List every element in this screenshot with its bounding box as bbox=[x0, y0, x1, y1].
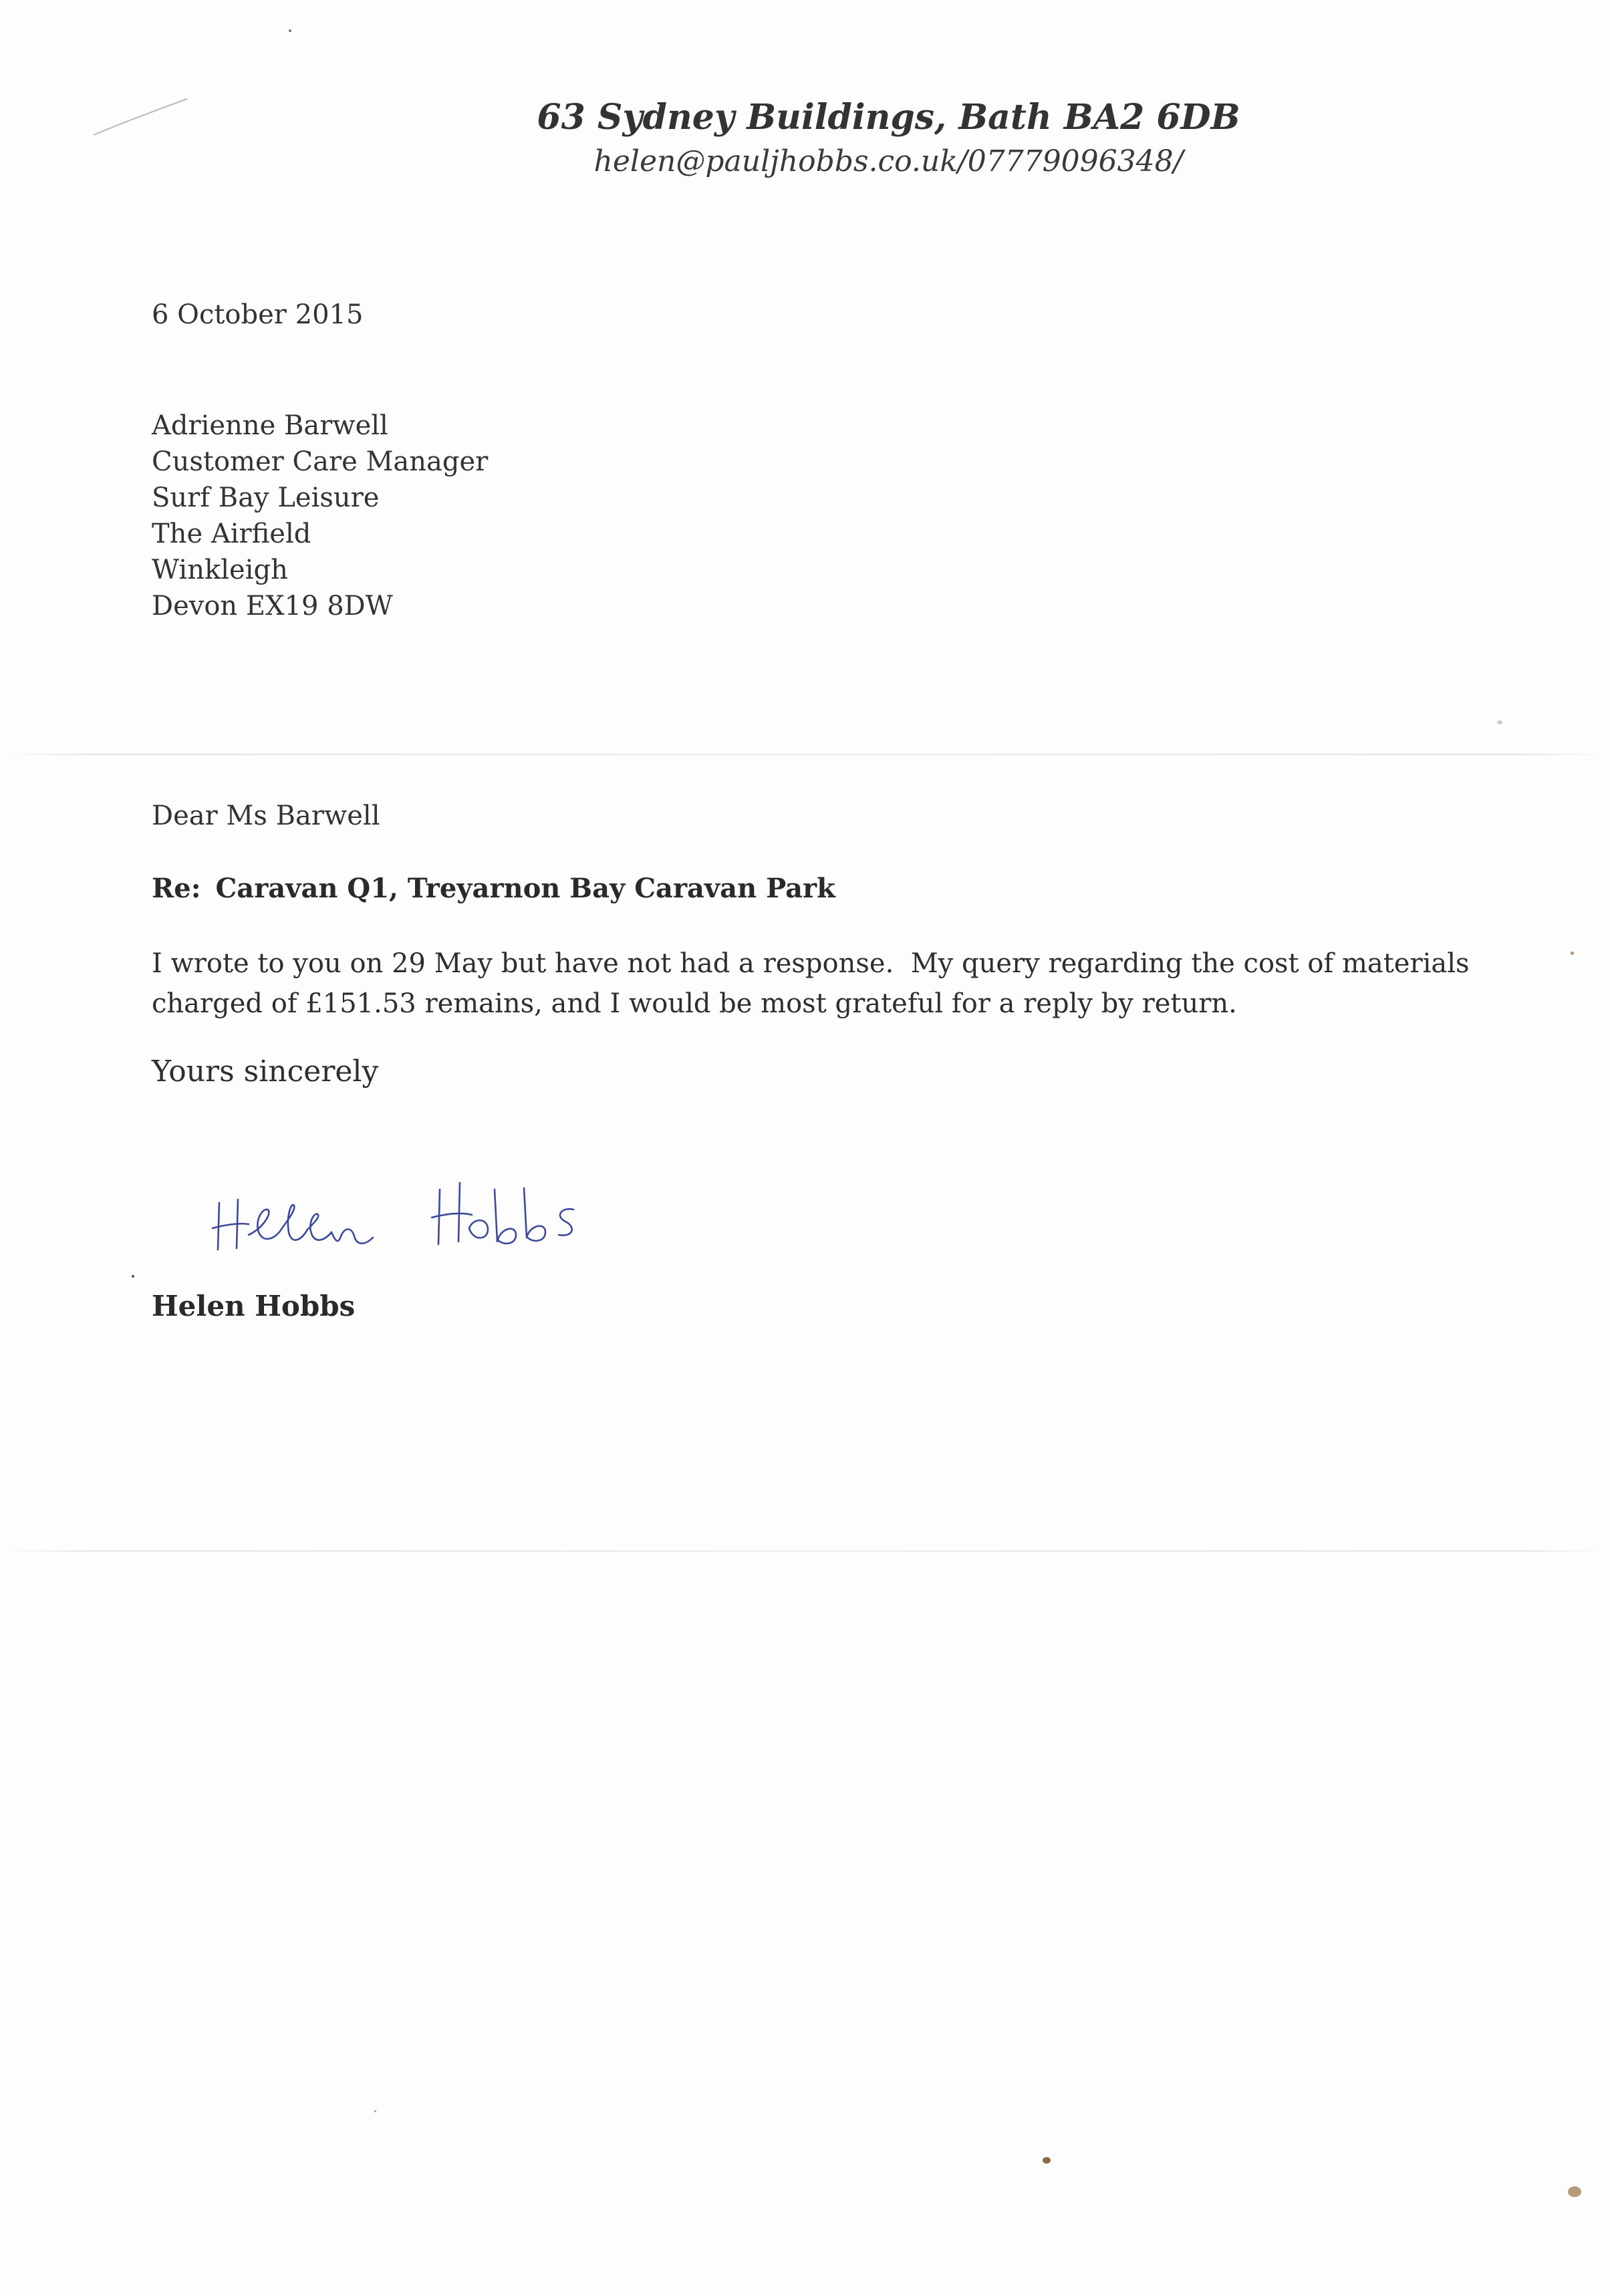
paper-speck bbox=[374, 2110, 376, 2112]
paper-speck bbox=[1043, 2157, 1051, 2164]
signature-drawing bbox=[207, 1163, 622, 1256]
sender-address: 63 Sydney Buildings, Bath BA2 6DB bbox=[537, 97, 1240, 138]
recipient-line: Customer Care Manager bbox=[152, 446, 489, 477]
letter-body bbox=[152, 944, 1488, 1024]
paper-fold-line-lower bbox=[0, 1550, 1610, 1552]
subject-prefix: Re: bbox=[152, 873, 201, 904]
paper-speck bbox=[1568, 2186, 1581, 2197]
recipient-line: Adrienne Barwell bbox=[152, 410, 388, 441]
subject-text: Caravan Q1, Treyarnon Bay Caravan Park bbox=[215, 873, 835, 904]
recipient-line: Winkleigh bbox=[152, 555, 288, 585]
paper-fold-line-upper bbox=[0, 754, 1610, 755]
letterhead bbox=[0, 94, 1610, 182]
body-line: I wrote to you on 29 May but have not had a response. My query regarding the cost of materials bbox=[152, 948, 1470, 979]
salutation: Dear Ms Barwell bbox=[152, 801, 380, 831]
recipient-line: Surf Bay Leisure bbox=[152, 482, 380, 513]
recipient-line: The Airfield bbox=[152, 519, 311, 549]
sender-contact: helen@pauljhobbs.co.uk/07779096348/ bbox=[593, 144, 1184, 178]
recipient-address-block bbox=[152, 408, 488, 624]
paper-speck bbox=[1497, 720, 1502, 724]
recipient-line: Devon EX19 8DW bbox=[152, 591, 393, 621]
letter-date: 6 October 2015 bbox=[152, 299, 364, 330]
handwritten-signature bbox=[207, 1163, 622, 1256]
paper-speck bbox=[289, 29, 291, 32]
paper-speck bbox=[132, 1275, 134, 1278]
signatory-name: Helen Hobbs bbox=[152, 1290, 356, 1322]
paper-speck bbox=[1571, 952, 1574, 955]
body-line: charged of £151.53 remains, and I would be most grateful for a reply by return. bbox=[152, 988, 1237, 1019]
closing: Yours sincerely bbox=[152, 1054, 379, 1089]
subject-line bbox=[152, 873, 835, 904]
